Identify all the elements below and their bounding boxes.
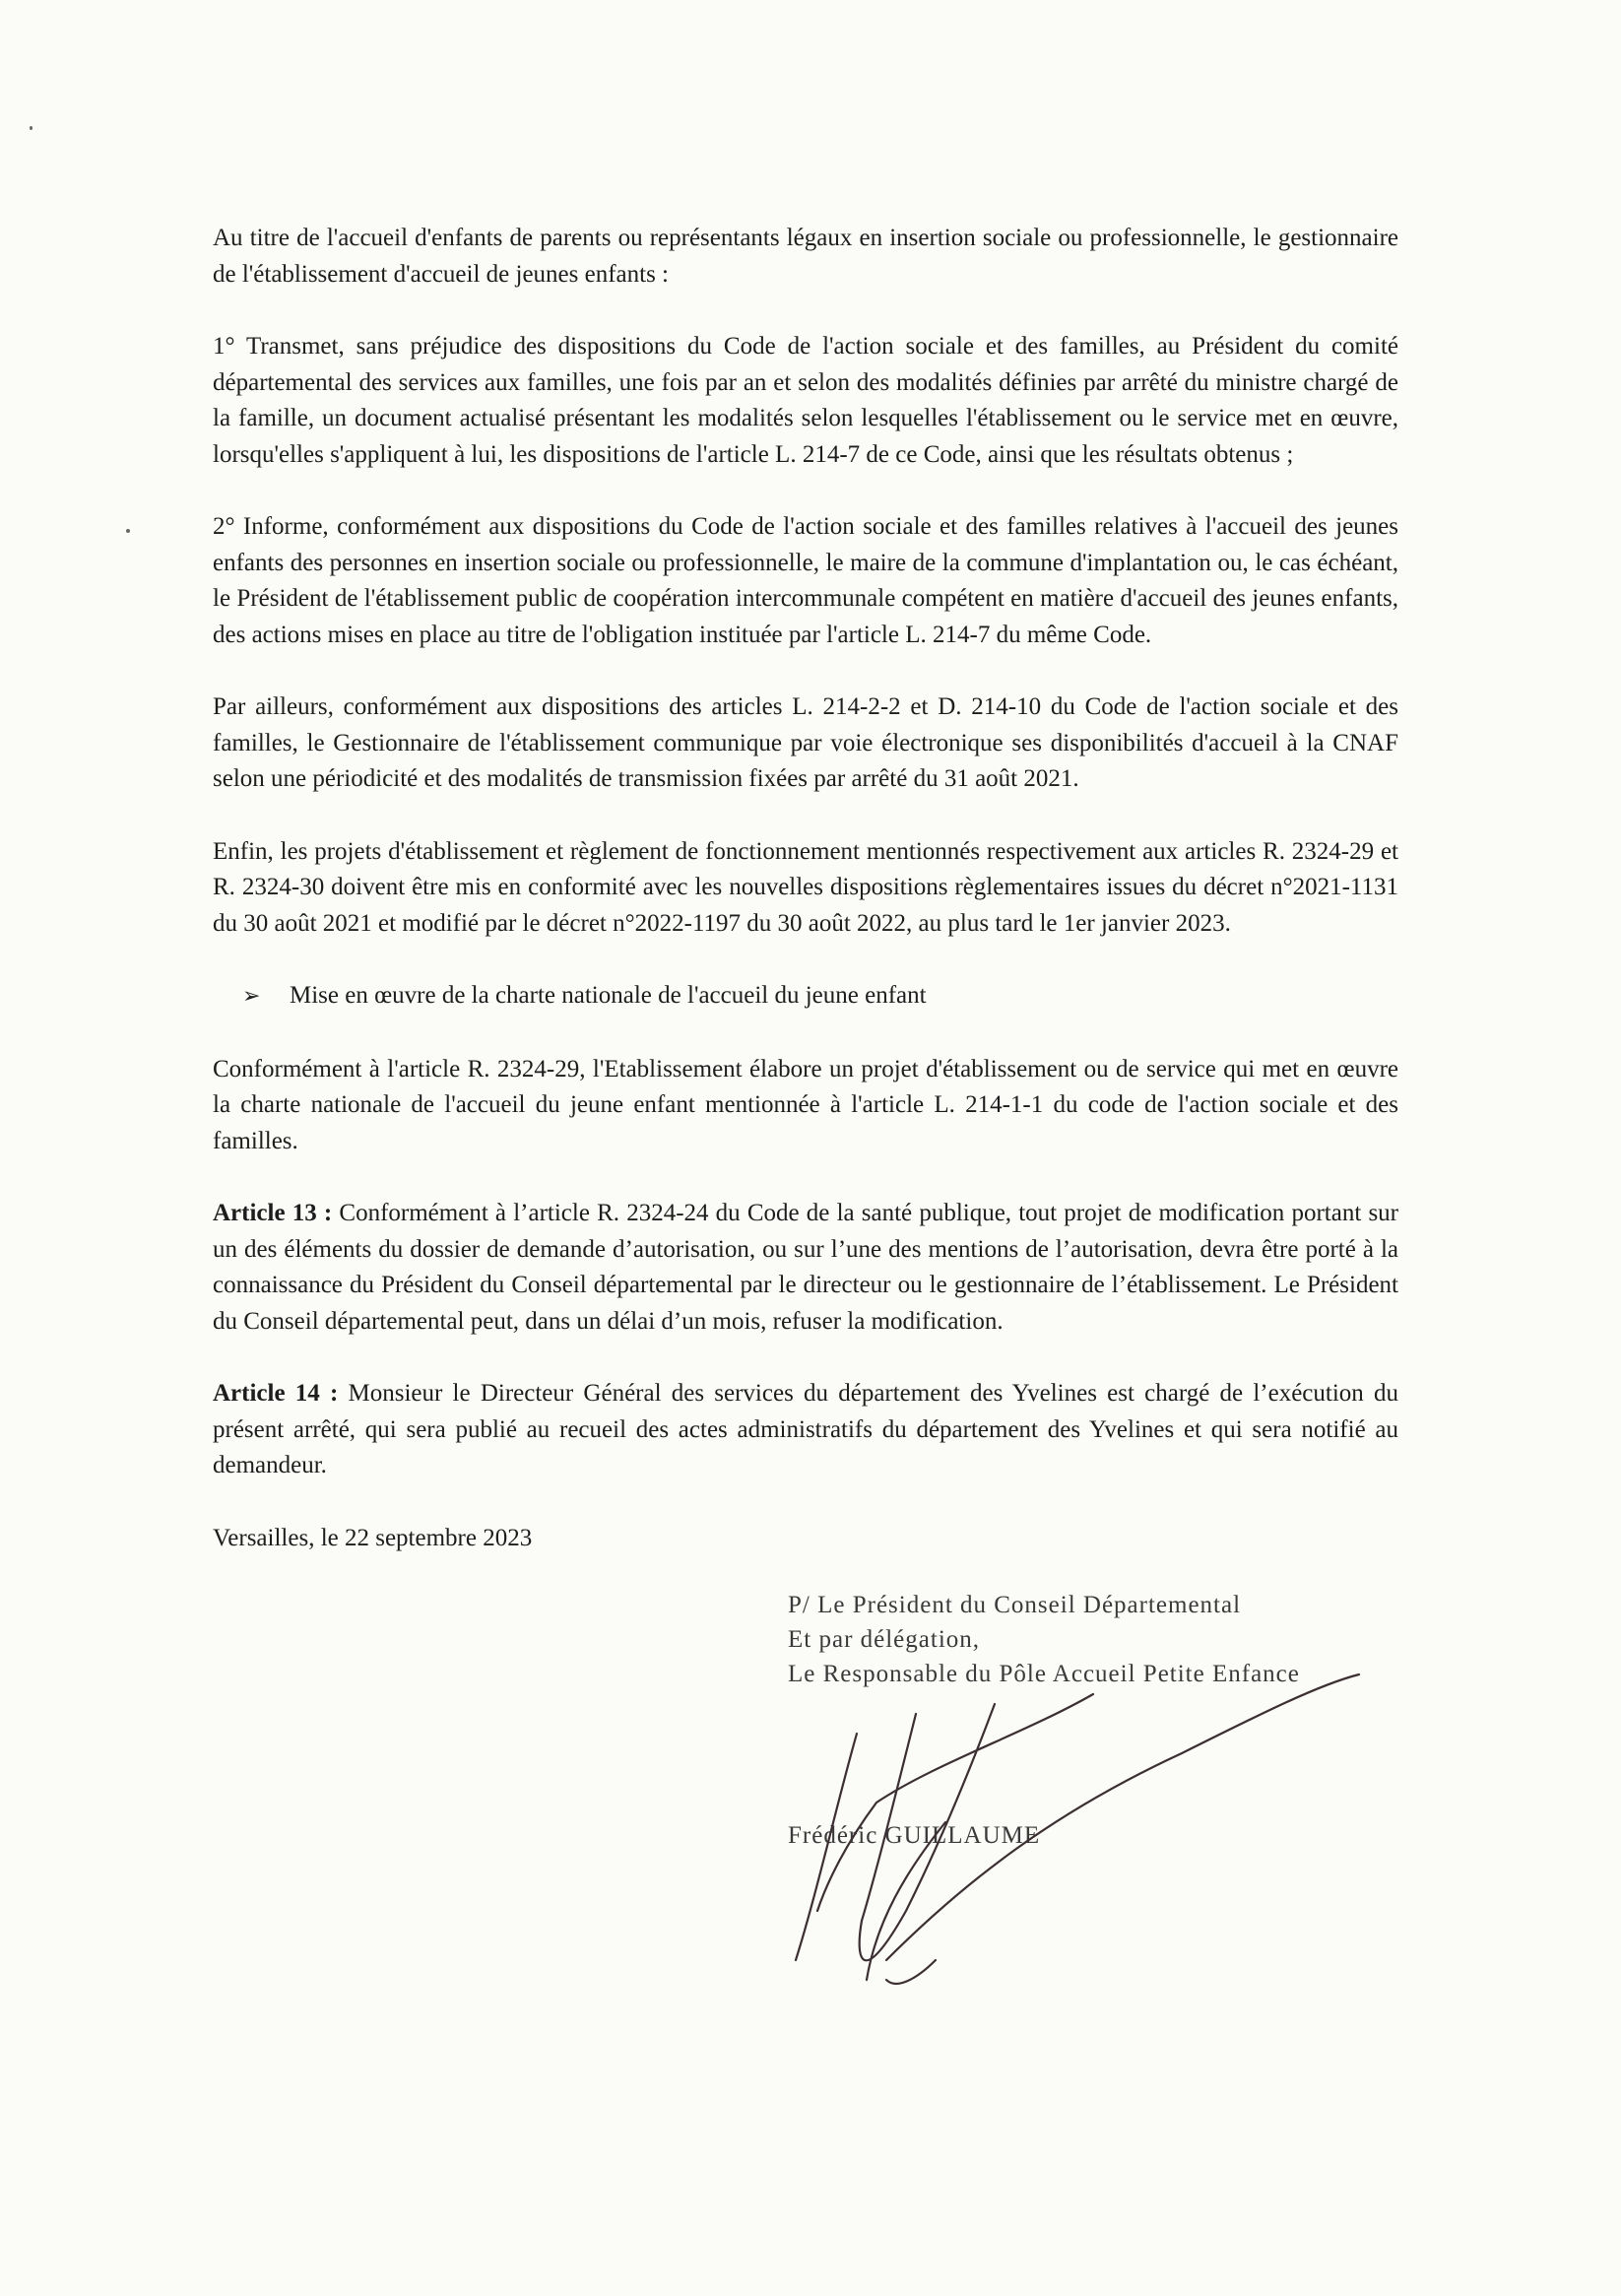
article-13-text: Conformément à l’article R. 2324-24 du Code de la santé publique, tout projet de modification portant sur un des éléments du dossier de demande d’autorisation, ou sur l’une des mentions de l’autorisation, devra être porté à la connaissance du Président du Conseil départemental par le directeur ou le gestionnaire de l’établissement. Le Président du Conseil départemental peut, dans un délai d’un mois, refuser la modification. [213, 1200, 1398, 1335]
intro-paragraph: Au titre de l'accueil d'enfants de parents ou représentants légaux en insertion sociale ou professionnelle, le gestionnaire de l'établissement d'accueil de jeunes enfants : [213, 225, 1398, 288]
document-body [213, 221, 1398, 1556]
conformity-paragraph: Enfin, les projets d'établissement et règlement de fonctionnement mentionnés respectivement aux articles R. 2324-29 et R. 2324-30 doivent être mis en conformité avec les nouvelles dispositions règlementaires issues du décret n°2021-1131 du 30 août 2021 et modifié par le décret n°2022-1197 du 30 août 2022, au plus tard le 1er janvier 2023. [213, 837, 1398, 937]
charter-paragraph: Conformément à l'article R. 2324-29, l'Etablissement élabore un projet d'établissement ou de service qui met en œuvre la charte nationale de l'accueil du jeune enfant mentionnée à l'article L. 214-1-1 du code de l'action sociale et des familles. [213, 1055, 1398, 1154]
article-13-label: Article 13 : [213, 1200, 333, 1226]
point-2-paragraph: 2° Informe, conformément aux dispositions du Code de l'action sociale et des familles relatives à l'accueil des jeunes enfants des personnes en insertion sociale ou professionnelle, le maire de la commune d'implantation ou, le cas échéant, le Président de l'établissement public de coopération intercommunale compétent en matière d'accueil des jeunes enfants, des actions mises en place au titre de l'obligation instituée par l'article L. 214-7 du même Code. [213, 513, 1398, 648]
point-1-paragraph: 1° Transmet, sans préjudice des dispositions du Code de l'action sociale et des familles, au Président du comité départemental des services aux familles, une fois par an et selon des modalités définies par arrêté du ministre chargé de la famille, un document actualisé présentant les modalités selon lesquelles l'établissement ou le service met en œuvre, lorsqu'elles s'appliquent à lui, les dispositions de l'article L. 214-7 de ce Code, ainsi que les résultats obtenus ; [213, 333, 1398, 468]
article-13 [213, 1196, 1398, 1340]
charter-bullet [213, 978, 1398, 1016]
signature-line-3: Le Responsable du Pôle Accueil Petite Enfance [788, 1661, 1300, 1687]
scan-speck [30, 126, 32, 130]
article-14-label: Article 14 : [213, 1380, 339, 1407]
cnaf-paragraph: Par ailleurs, conformément aux dispositions des articles L. 214-2-2 et D. 214-10 du Code de l'action sociale et des familles, le Gestionnaire de l'établissement communique par voie électronique ses disponibilités d'accueil à la CNAF selon une périodicité et des modalités de transmission fixées par arrêté du 31 août 2021. [213, 693, 1398, 792]
signature-stroke [796, 1674, 1359, 1984]
signature-line-2: Et par délégation, [788, 1626, 981, 1653]
article-14 [213, 1376, 1398, 1484]
handwritten-signature [768, 1665, 1418, 2019]
scan-speck [126, 529, 130, 533]
article-14-text: Monsieur le Directeur Général des services du département des Yvelines est chargé de l’exécution du présent arrêté, qui sera publié au recueil des actes administratifs du département des Yvelines et qui sera notifié au demandeur. [213, 1380, 1398, 1478]
date-line: Versailles, le 22 septembre 2023 [213, 1524, 533, 1551]
charter-bullet-text: Mise en œuvre de la charte nationale de l'accueil du jeune enfant [290, 982, 927, 1009]
signatory-name: Frédéric GUILLAUME [788, 1822, 1041, 1849]
signature-line-1: P/ Le Président du Conseil Départemental [788, 1592, 1242, 1618]
arrow-bullet-icon: ➢ [242, 984, 261, 1009]
